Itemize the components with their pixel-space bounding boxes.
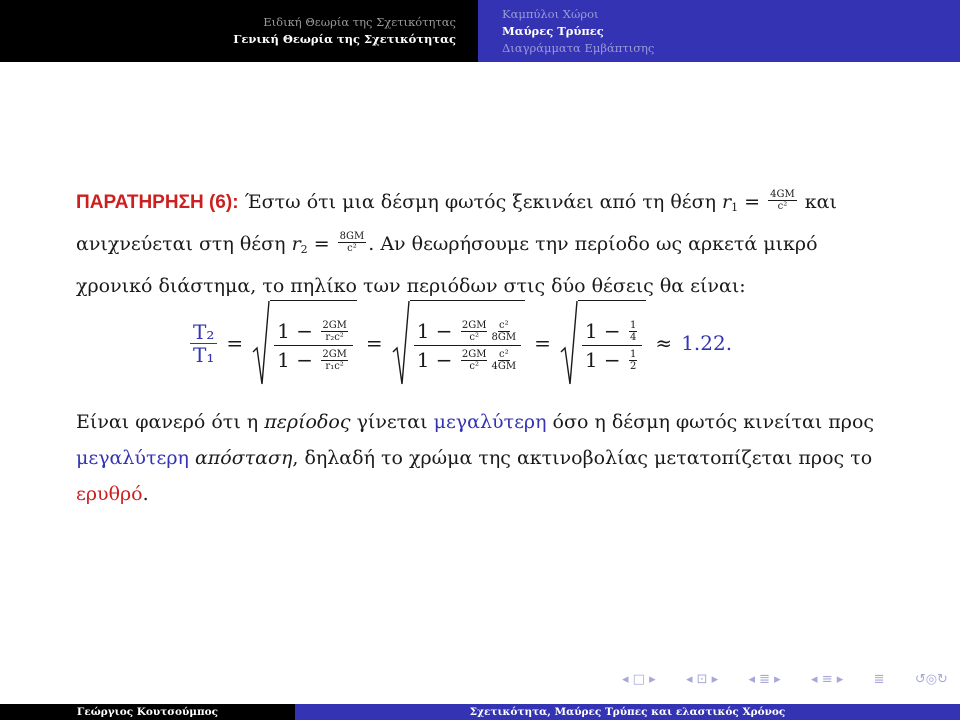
highlight-greater-1: μεγαλύτερη [433,411,547,433]
top-navigation-bar [0,0,960,62]
nav-prev-section-icon[interactable]: ◂ ≣ ▸ [748,671,781,687]
emphasis-period: περίοδος [264,411,351,433]
conclusion-text-3: όσο η δέσμη φωτός κινείται προς [552,411,875,433]
r1-expression: $r_1$ = $\frac{4GM}{\text{c²}}$ [722,188,795,214]
period-ratio-equation: $\frac{\text{T₂}}{\text{T₁}}$ = 1 − $\frac{2GM}{\text{r₂c²}}$ 1 − $\frac{2GM}{\text{r₁c²}}$ = 1 − $\frac{2GM}{\text{c²}}$ c² 8GM 1 − $\frac{2GM}{\text{c²}}$ c² 4GM = 1 − $\frac{1}{4}$ 1 − $\frac{1}{2}$ ≈ 1.22. [190,296,790,390]
remark-text-2: και ανιχνεύεται στη θέση [76,191,837,255]
conclusion-text-2: γίνεται [356,411,428,433]
footer-author: Γεώργιος Κουτσούμπος [0,704,295,720]
nav-section-icon[interactable]: ◂ ≡ ▸ [811,671,844,687]
period-ratio-fraction: $\frac{\text{T₂}}{\text{T₁}}$ [190,321,217,366]
conclusion-block [76,404,876,512]
footer-title: Σχετικότητα, Μαύρες Τρύπες και ελαστικός Χρόνος [295,704,960,720]
nav-subsection-black-holes[interactable]: Μαύρες Τρύπες [502,23,604,38]
nav-subsection-curved-spaces[interactable]: Καμπύλοι Χώροι [502,6,599,21]
sqrt-term-1: 1 − $\frac{2GM}{\text{r₂c²}}$ 1 − $\frac{2GM}{\text{r₁c²}}$ [252,300,357,386]
highlight-red: ερυθρό [76,483,143,505]
sqrt-term-2: 1 − $\frac{2GM}{\text{c²}}$ c² 8GM 1 − $\frac{2GM}{\text{c²}}$ c² 4GM [392,300,525,386]
remark-heading: ΠΑΡΑΤΗΡΗΣΗ (6): [76,192,239,213]
nav-prev-frame-icon[interactable]: ◂ □ ▸ [622,671,656,687]
nav-search-icon[interactable]: ↺◎↻ [914,671,948,687]
nav-section-general-relativity[interactable]: Γενική Θεωρία της Σχετικότητας [233,32,456,46]
nav-align-icon[interactable]: ≣ [873,671,885,687]
conclusion-paragraph: Είναι φανερό ότι η περίοδος γίνεται μεγαλύτερη όσο η δέσμη φωτός κινείται προς μεγαλύτερη απόσταση, δηλαδή το χρώμα της ακτινοβολίας μετατοπίζεται προς το ερυθρό. [76,411,875,505]
remark-text-1: Έστω ότι μια δέσμη φωτός ξεκινάει από τη θέση [244,191,716,213]
footer-bar [0,704,960,720]
nav-prev-subsection-icon[interactable]: ◂ ⊡ ▸ [685,671,719,687]
conclusion-text-4: , δηλαδή το χρώμα της ακτινοβολίας μετατοπίζεται προς το [292,447,873,469]
r2-fraction: $\frac{8GM}{\text{c²}}$ [339,230,365,254]
nav-section-special-relativity[interactable]: Ειδική Θεωρία της Σχετικότητας [263,15,456,29]
subsection-navigation [478,0,960,62]
r2-expression: $r_2$ = $\frac{8GM}{\text{c²}}$ [291,230,365,256]
emphasis-distance: απόσταση [194,447,293,469]
section-navigation [0,0,478,62]
r1-fraction: $\frac{4GM}{\text{c²}}$ [770,188,795,212]
conclusion-text-1: Είναι φανερό ότι η [76,411,259,433]
beamer-navigation-symbols [622,670,948,688]
remark-text-3: . Αν θεωρήσουμε την περίοδο ως αρκετά μικρό χρονικό διάστημα, το πηλίκο των περιόδων στις δύο θέσεις θα είναι: [76,233,818,297]
highlight-greater-2: μεγαλύτερη [76,447,189,469]
remark-paragraph [76,184,876,304]
nav-subsection-embedding-diagrams[interactable]: Διαγράμματα Εμβάπτισης [502,40,655,55]
equation-result: 1.22. [681,331,733,355]
sqrt-term-3: 1 − $\frac{1}{4}$ 1 − $\frac{1}{2}$ [560,300,647,386]
slide-content [76,184,876,304]
